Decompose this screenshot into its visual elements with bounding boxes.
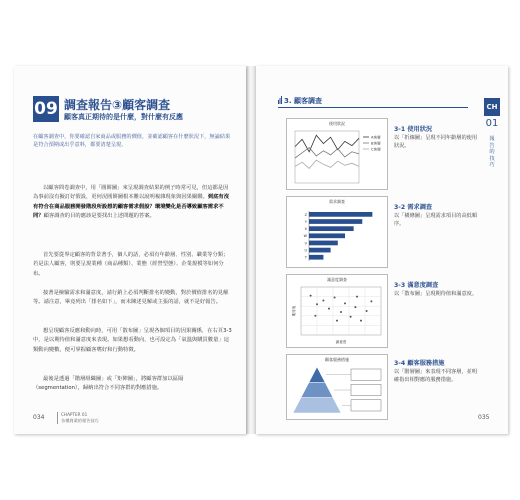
bar-category-label: V: [304, 241, 307, 246]
service-pyramid-chart: [286, 354, 388, 420]
chapter-label: CHAPTER 01: [61, 412, 88, 417]
scatter-point: [340, 311, 342, 313]
left-page: [14, 66, 246, 434]
bar: [309, 241, 338, 246]
measure-box: [351, 384, 381, 395]
item-text: 以「折線圖」呈現不同年齡層的使用狀況。: [394, 135, 478, 149]
scatter-point: [344, 302, 346, 304]
legend-label: A客層: [371, 135, 381, 140]
body-paragraph: 接著是檢驗需求和滿意度，請行銷上必須判斷排名的變動，對於價值排名的見解等。請注意，畢竟列出「排名如下」，而未陳述見解或主張的話，就不是好報告。: [33, 290, 229, 306]
pyramid-level: [293, 398, 341, 413]
scatter-point: [316, 303, 318, 305]
body-paragraph: 想呈現顧客反應和動向時，可用「散布圖」呈現各個項目的因果關係，在右頁3-3中，是以期待值和滿意度來表現。如果想看動向，也可設定為「氣溫與購買數量」這類動向變數，便可掌握顧客嗜好和行動特徵。: [33, 328, 232, 353]
usage-line-chart: [286, 118, 388, 190]
series-line: [295, 148, 359, 158]
item-heading: 3-3 滿意度調查: [394, 282, 439, 289]
demand-bar-chart: [286, 196, 388, 268]
chapter-number-badge: 09: [33, 96, 59, 122]
page-number-right: 035: [478, 414, 490, 421]
x-axis-label: 滿意度: [335, 340, 347, 344]
right-page: [256, 66, 508, 434]
section-bars-icon: [278, 96, 282, 104]
chapter-tab-label: 報告的技巧: [489, 136, 495, 169]
scatter-point: [328, 308, 330, 310]
legend-label: B客層: [371, 141, 381, 146]
item-heading: 3-4 顧客服務措施: [394, 360, 445, 367]
chart-title: 使用狀況: [329, 121, 345, 126]
item-text: 以「橫條圖」呈現需求項目的高低順序。: [394, 213, 478, 227]
scatter-point: [336, 320, 338, 322]
bar: [309, 226, 354, 231]
footer-divider: [57, 412, 58, 424]
scatter-point: [366, 310, 368, 312]
bar-category-label: W: [303, 234, 307, 239]
bold-highlight: 到底有沒有符合在商品服務開發階段所設想的顧客需求假設？環境變化是否導致顧客需求不同？: [33, 194, 230, 220]
bar: [309, 248, 331, 253]
bar-category-label: Z: [304, 212, 307, 217]
pyramid-level: [309, 367, 325, 382]
scatter-point: [360, 320, 362, 322]
pyramid-chart-svg: [287, 355, 387, 419]
scatter-point: [350, 316, 352, 318]
scatter-point: [322, 299, 324, 301]
book-spine: [246, 66, 256, 434]
chapter-footer: [61, 412, 99, 424]
series-line: [295, 160, 359, 168]
chart-title: 滿意度調查: [327, 277, 347, 282]
chapter-tab: CH: [484, 98, 500, 116]
satisfaction-scatter-chart: [286, 274, 388, 348]
body-paragraph: 以顧客問卷調查中，用「圓餅圖」來呈現調查結果的例子時常可見，但這都是因為事前沒有擬訂好假設，更何況圓餅圖根本難以說明複雜現象與因果關聯。到底有沒有符合在商品服務開發階段所設想的顧客需求假設？環境變化是否導致顧客需求不同？顧客調查的目的應該是要找出上述問題的答案。: [33, 185, 230, 220]
bar: [309, 233, 345, 238]
bar: [309, 255, 323, 260]
measure-box: [351, 400, 381, 411]
bar-category-label: X: [304, 227, 307, 232]
item-heading: 3-1 使用狀況: [394, 126, 433, 133]
scatter-point: [356, 296, 358, 298]
chapter-tab-number: 01: [485, 118, 499, 129]
measure-box: [351, 369, 381, 380]
scatter-point: [314, 315, 316, 317]
bar-category-label: T: [304, 255, 307, 260]
y-axis-label: 期待值: [292, 305, 296, 317]
section-rule: [278, 107, 468, 108]
scatter-point: [310, 295, 312, 297]
body-paragraph: 最後是透過「階層組織圖」或「矩陣圖」，將顧客群加以區隔（segmentation），歸納出符合不同客群的對應措施。: [33, 376, 184, 392]
page-title: 調查報告③顧客調查: [64, 98, 171, 112]
intro-text: 在顧客調查中，你要確認自家商品或服務的價值，並確認顧客在什麼狀況下，無論結果是符合預期或出乎意料，都要清楚呈現。: [33, 134, 231, 148]
item-text: 以「階層圖」來表現不同客層，並明確指出相對應的服務措施。: [394, 369, 478, 383]
series-line: [295, 135, 359, 152]
bar: [309, 219, 362, 224]
chapter-name: 各種商業的報告技巧: [61, 418, 99, 423]
body-paragraph: 首先要從界定顧客的背景著手，個人的話，必須有年齡層、性別、職業等分類；若是法人顧客，則要呈現業種（商品種類）、業態（經營型態）、企業規模等如何分布。: [33, 252, 229, 277]
bar-chart-svg: [287, 197, 387, 267]
line-chart-svg: [287, 119, 387, 189]
bar: [309, 212, 372, 217]
chart-title: 需求調查: [329, 199, 345, 204]
page-number-left: 034: [33, 414, 45, 421]
bar-category-label: U: [304, 248, 307, 253]
scatter-chart-svg: [287, 275, 387, 347]
section-title: 3. 顧客調查: [284, 97, 322, 105]
item-heading: 3-2 需求調查: [394, 204, 433, 211]
scatter-point: [334, 297, 336, 299]
scatter-point: [370, 300, 372, 302]
chart-title: 顧客服務措施: [325, 357, 349, 362]
bar-category-label: Y: [304, 219, 307, 224]
item-text: 以「散布圖」呈現期待值和滿意度。: [394, 291, 478, 297]
legend-label: C客層: [371, 147, 381, 152]
plot-area: [295, 131, 359, 183]
page-subtitle: 顧客真正期待的是什麼，對什麼有反應: [64, 113, 183, 121]
scatter-point: [354, 306, 356, 308]
pyramid-level: [301, 382, 333, 397]
